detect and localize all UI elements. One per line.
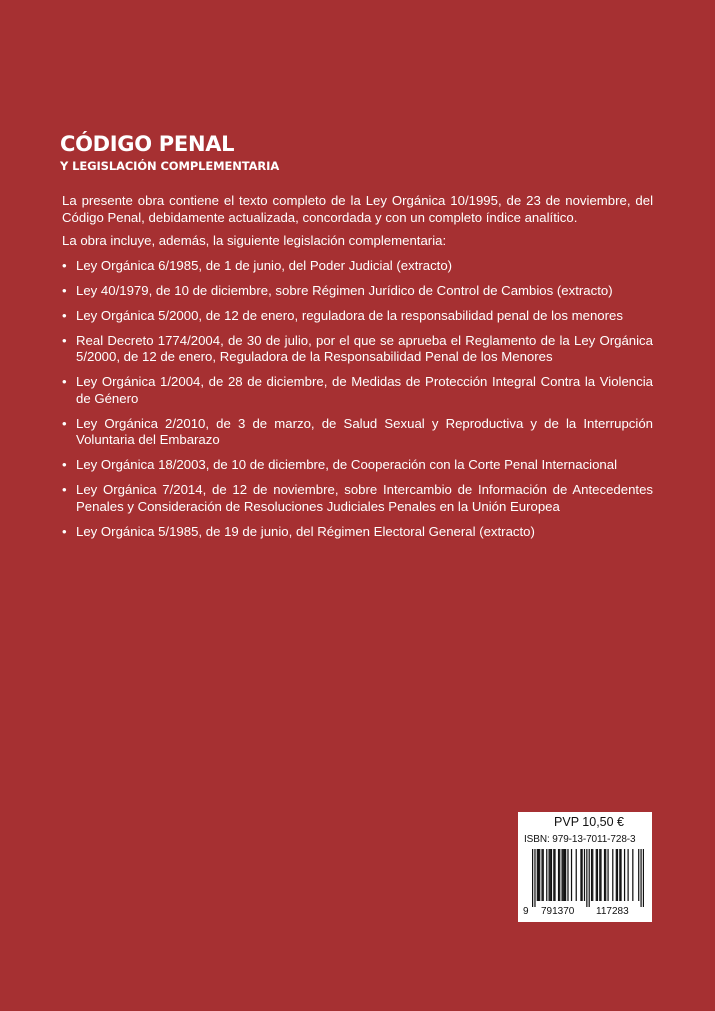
barcode-bar <box>559 849 560 901</box>
barcode-bar <box>612 849 613 901</box>
barcode-bar <box>571 849 572 901</box>
barcode-bar <box>627 849 628 901</box>
barcode-bar <box>534 849 535 907</box>
barcode-bar <box>538 849 539 901</box>
barcode-bar <box>582 849 583 901</box>
barcode-bar <box>554 849 555 901</box>
barcode-bar <box>543 849 544 901</box>
intro-paragraph: La presente obra contiene el texto completo de la Ley Orgánica 10/1995, de 23 de noviembre, del Código Penal, debidamente actualizada, concordada y con un completo índice analítico. <box>62 193 653 225</box>
barcode-bar <box>638 849 639 901</box>
list-item-text: Ley Orgánica 6/1985, de 1 de junio, del Poder Judicial (extracto) <box>76 257 453 273</box>
barcode-bar <box>617 849 618 901</box>
list-item-text: Ley Orgánica 5/1985, de 19 de junio, del Régimen Electoral General (extracto) <box>76 523 535 539</box>
list-item <box>62 308 653 325</box>
barcode-bar <box>576 849 577 901</box>
barcode-bar <box>584 849 585 901</box>
barcode-bar <box>561 849 562 901</box>
description-block <box>62 193 653 549</box>
barcode-graphic <box>532 849 644 907</box>
barcode-bar <box>586 849 587 907</box>
title-block <box>60 132 279 173</box>
barcode-bar <box>563 849 564 901</box>
barcode-bar <box>564 849 565 901</box>
bullet-icon: • <box>62 482 67 497</box>
barcode-bar <box>567 849 568 901</box>
list-item <box>62 524 653 541</box>
barcode-digits-left: 791370 <box>541 906 575 917</box>
book-title: CÓDIGO PENAL <box>60 132 235 156</box>
list-item <box>62 258 653 275</box>
barcode-bar <box>550 849 551 901</box>
barcode-bar <box>599 849 600 901</box>
list-item <box>62 283 653 300</box>
list-item-text: Real Decreto 1774/2004, de 30 de julio, por el que se aprueba el Reglamento de la Ley Orgánica 5/2000, de 12 de enero, Reguladora de la Responsabilidad Penal de los Menores <box>76 332 653 364</box>
bullet-icon: • <box>62 282 67 298</box>
book-subtitle: Y LEGISLACIÓN COMPLEMENTARIA <box>60 159 280 173</box>
barcode-digits <box>518 906 652 920</box>
list-item-text: Ley Orgánica 18/2003, de 10 de diciembre, de Cooperación con la Corte Penal Internacional <box>76 457 618 472</box>
list-item <box>62 457 653 474</box>
barcode-bar <box>580 849 581 901</box>
bullet-icon: • <box>62 257 67 273</box>
barcode-bar <box>607 849 608 901</box>
barcode-bar <box>541 849 542 901</box>
legislation-list <box>62 258 653 541</box>
barcode-bar <box>591 849 592 901</box>
isbn-label: ISBN: 979-13-7011-728-3 <box>524 834 636 845</box>
barcode-bar <box>558 849 559 901</box>
barcode-bar <box>620 849 621 901</box>
price-label: PVP 10,50 € <box>554 815 624 829</box>
list-item <box>62 333 653 366</box>
barcode-bar <box>643 849 644 907</box>
barcode-bar <box>605 849 606 901</box>
barcode-bar <box>565 849 566 901</box>
barcode-bar <box>539 849 540 901</box>
includes-paragraph: La obra incluye, además, la siguiente legislación complementaria: <box>62 233 447 248</box>
barcode-bar <box>553 849 554 901</box>
barcode-bar <box>597 849 598 901</box>
barcode-digits-right: 117283 <box>596 906 629 917</box>
list-item <box>62 374 653 407</box>
bullet-icon: • <box>62 307 67 323</box>
barcode-bar <box>589 849 590 907</box>
list-item-text: Ley Orgánica 5/2000, de 12 de enero, reguladora de la responsabilidad penal de los menores <box>76 307 623 323</box>
barcode-bar <box>532 849 533 907</box>
bullet-icon: • <box>62 374 67 389</box>
barcode-bar <box>551 849 552 901</box>
barcode-bar <box>632 849 633 901</box>
barcode-bar <box>619 849 620 901</box>
list-item <box>62 482 653 515</box>
barcode-bar <box>537 849 538 901</box>
barcode-bar <box>592 849 593 901</box>
barcode-bar <box>640 849 641 907</box>
barcode-bar <box>624 849 625 901</box>
bullet-icon: • <box>62 332 67 348</box>
barcode-bar <box>596 849 597 901</box>
barcode-bar <box>549 849 550 901</box>
list-item-text: Ley Orgánica 1/2004, de 28 de diciembre, de Medidas de Protección Integral Contra la Violencia de Género <box>76 374 653 406</box>
barcode-bar <box>546 849 547 901</box>
list-item <box>62 416 653 449</box>
barcode-bar <box>604 849 605 901</box>
list-item-text: Ley Orgánica 7/2014, de 12 de noviembre, sobre Intercambio de Información de Antecedentes Penales y Consideración de Resoluciones Judiciales Penales en la Unión Europea <box>76 482 653 514</box>
barcode-bar <box>600 849 601 901</box>
barcode-label <box>518 812 652 922</box>
bullet-icon: • <box>62 415 67 431</box>
bullet-icon: • <box>62 523 67 539</box>
barcode-bar <box>616 849 617 901</box>
bullet-icon: • <box>62 457 67 472</box>
list-item-text: Ley Orgánica 2/2010, de 3 de marzo, de Salud Sexual y Reproductiva y de la Interrupción Voluntaria del Embarazo <box>76 415 653 447</box>
list-item-text: Ley 40/1979, de 10 de diciembre, sobre Régimen Jurídico de Control de Cambios (extracto) <box>76 282 613 298</box>
barcode-digit-first: 9 <box>523 906 529 917</box>
